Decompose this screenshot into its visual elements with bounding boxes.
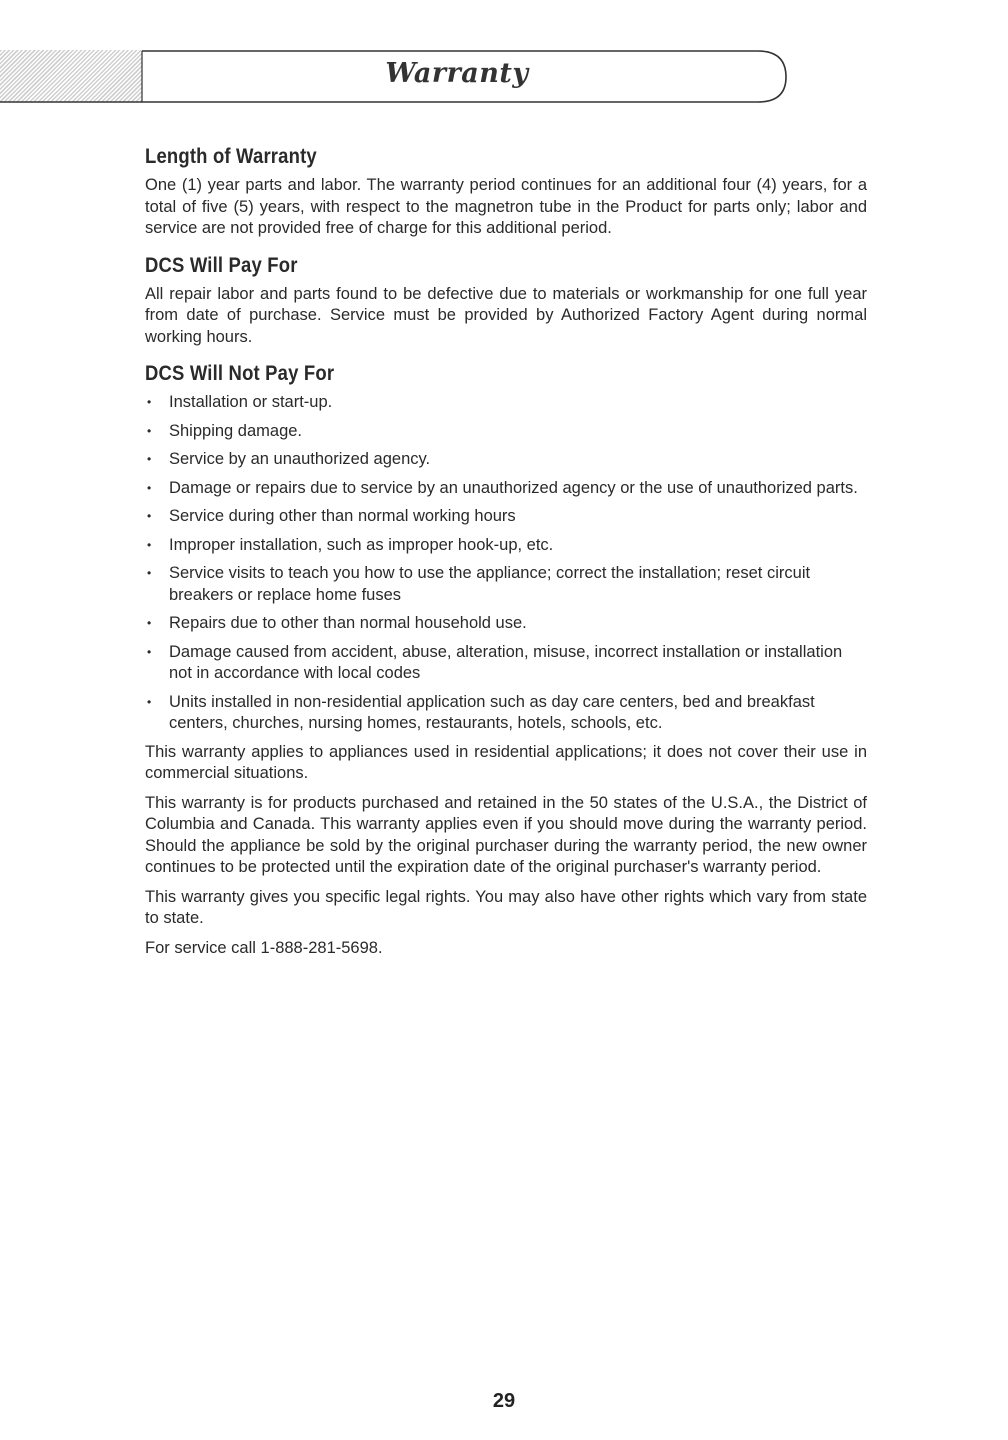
list-item xyxy=(145,449,867,471)
section-heading: DCS Will Not Pay For xyxy=(145,362,335,385)
bullet-icon: • xyxy=(147,566,152,580)
section-body: All repair labor and parts found to be defective due to materials or workmanship for one full year from date of purchase. Service must be provided by Authorized Factory Agent during normal working hours. xyxy=(145,284,867,346)
list-item xyxy=(145,421,867,443)
service-phone-paragraph: For service call 1-888-281-5698. xyxy=(145,938,383,957)
section-dcs-will-pay xyxy=(145,254,867,349)
bullet-icon: • xyxy=(147,509,152,523)
rights-paragraph: This warranty gives you specific legal rights. You may also have other rights which vary from state to state. xyxy=(145,887,867,927)
list-item-text: Damage or repairs due to service by an unauthorized agency or the use of unauthorized parts. xyxy=(169,478,858,497)
bullet-icon: • xyxy=(147,423,152,438)
bullet-icon: • xyxy=(147,694,152,709)
list-item-text: Service visits to teach you how to use the appliance; correct the installation; reset circuit breakers or replace home fuses xyxy=(169,564,811,604)
section-dcs-will-not-pay xyxy=(145,362,867,735)
residential-paragraph: This warranty applies to appliances used in residential applications; it does not cover their use in commercial situations. xyxy=(145,742,867,782)
header-bar xyxy=(0,50,790,104)
section-heading: DCS Will Pay For xyxy=(145,253,298,277)
page-number: 29 xyxy=(492,1390,516,1412)
list-item-text: Units installed in non-residential application such as day care centers, bed and breakfast centers, churches, nursing homes, restaurants, hotels, schools, etc. xyxy=(169,692,815,732)
list-item xyxy=(145,506,867,528)
states-paragraph: This warranty is for products purchased and retained in the 50 states of the U.S.A., the District of Columbia and Canada. This warranty applies even if you should move during the warranty period. Should the appliance be sold by the original purchaser during the warranty period, the new owner continues to be protected until the expiration date of the original purchaser's warranty period. xyxy=(145,793,867,876)
list-item-text: Improper installation, such as improper hook-up, etc. xyxy=(169,535,554,554)
bullet-icon: • xyxy=(147,644,152,659)
list-item-text: Service by an unauthorized agency. xyxy=(169,450,431,468)
list-item xyxy=(145,535,867,557)
section-heading: Length of Warranty xyxy=(145,145,317,168)
exclusions-list xyxy=(145,392,867,735)
bullet-icon: • xyxy=(147,537,152,552)
list-item-text: Installation or start-up. xyxy=(169,393,333,411)
list-item-text: Service during other than normal working hours xyxy=(169,507,516,525)
page-title: Warranty xyxy=(385,58,529,89)
list-item xyxy=(145,692,867,735)
list-item-text: Repairs due to other than normal household use. xyxy=(169,614,527,632)
list-item xyxy=(145,613,867,635)
bullet-icon: • xyxy=(147,480,152,495)
bullet-icon: • xyxy=(147,395,152,409)
section-length-of-warranty xyxy=(145,145,867,240)
list-item-text: Damage caused from accident, abuse, alteration, misuse, incorrect installation or installation not in accordance with local codes xyxy=(169,642,843,682)
list-item xyxy=(145,563,867,606)
bullet-icon: • xyxy=(147,616,152,630)
warranty-content xyxy=(145,145,867,967)
list-item xyxy=(145,642,867,685)
section-body: One (1) year parts and labor. The warranty period continues for an additional four (4) years, for a total of five (5) years, with respect to the magnetron tube in the Product for parts only; labor and service are not provided free of charge for this additional period. xyxy=(145,176,867,237)
list-item xyxy=(145,392,867,414)
list-item-text: Shipping damage. xyxy=(169,421,303,440)
bullet-icon: • xyxy=(147,452,152,466)
list-item xyxy=(145,478,867,500)
